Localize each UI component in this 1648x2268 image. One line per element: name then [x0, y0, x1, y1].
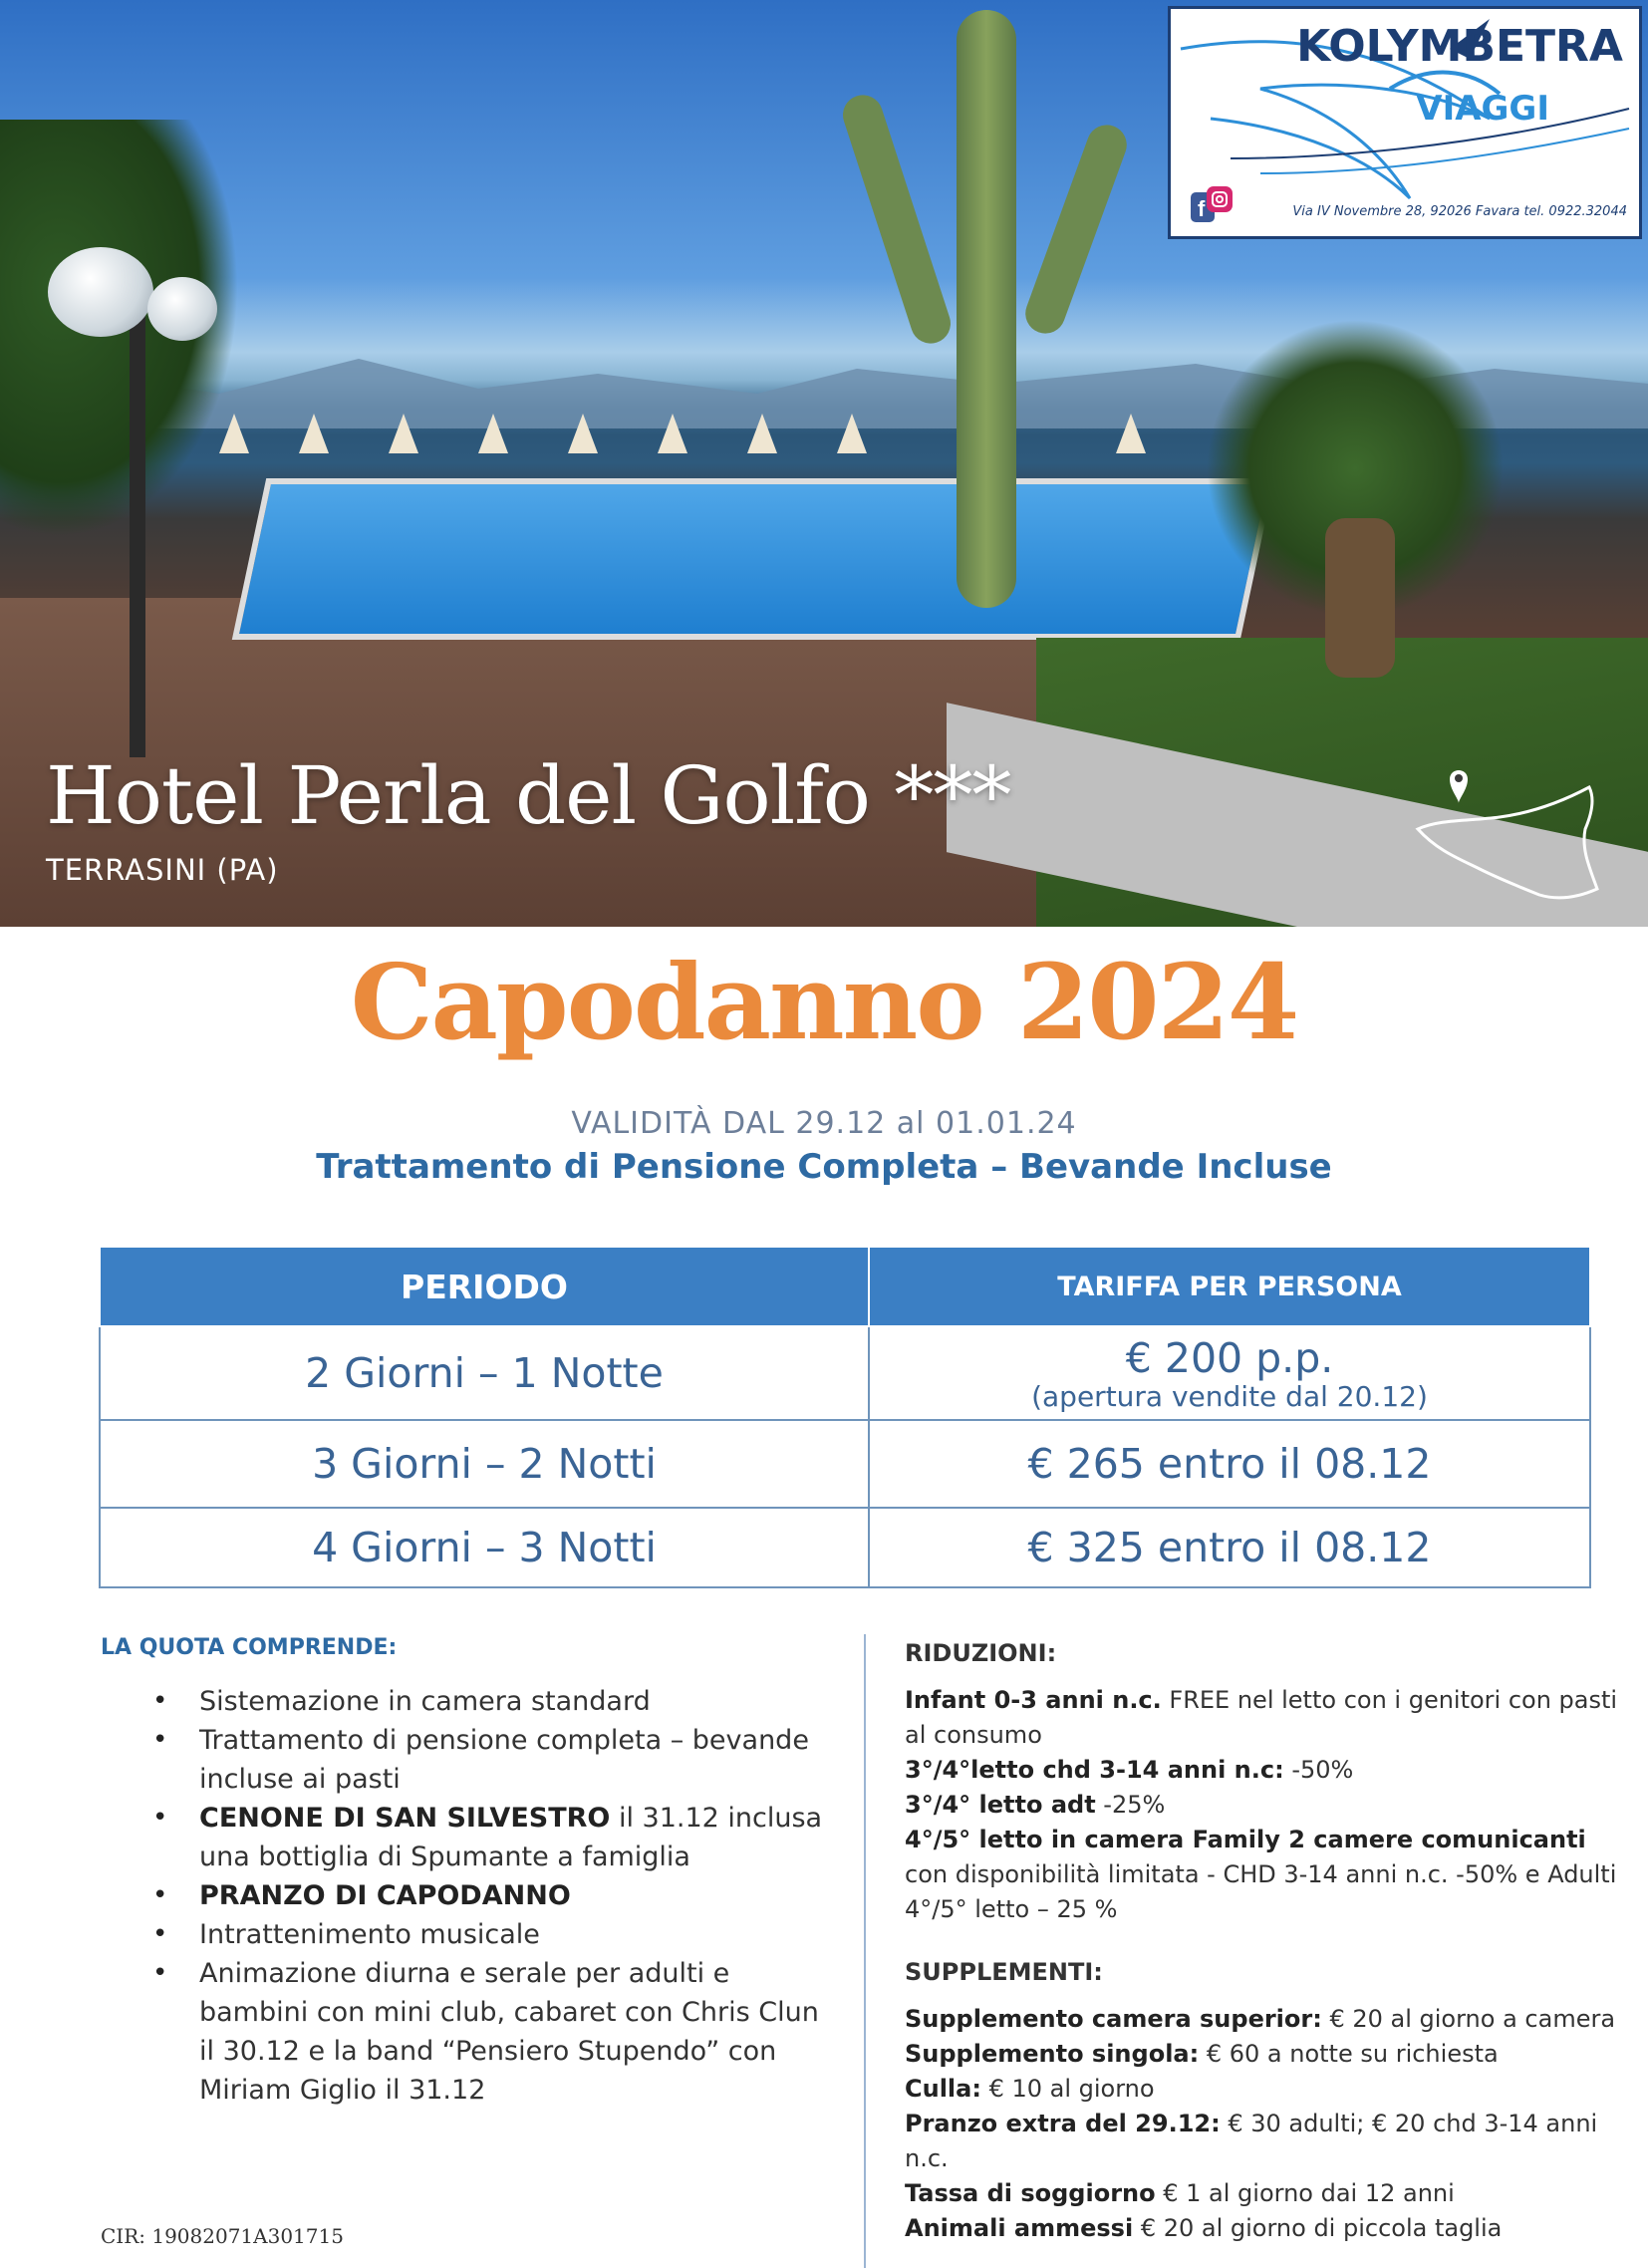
item-text: € 60 a notte su richiesta [1199, 2040, 1499, 2068]
rate-value: € 200 p.p. [1125, 1334, 1334, 1382]
item-bold: 3°/4° letto adt [905, 1791, 1096, 1819]
item-bold: 4°/5° letto in camera Family 2 camere comunicanti [905, 1826, 1586, 1853]
street-lamp [130, 299, 145, 757]
list-item [199, 1876, 828, 1915]
list-item: • Sistemazione in camera standard [199, 1682, 828, 1721]
cactus-branch [1020, 120, 1133, 339]
header-rate: TARIFFA PER PERSONA [869, 1247, 1590, 1326]
agency-name: KOLYMBETRA [1296, 21, 1623, 72]
item-text: € 10 al giorno [980, 2075, 1155, 2103]
supplement-item [905, 2176, 1622, 2211]
agency-logo [1168, 6, 1642, 239]
rate-note: (apertura vendite dal 20.12) [1031, 1380, 1428, 1413]
cactus-branch [838, 90, 956, 349]
validity-dates: VALIDITÀ DAL 29.12 al 01.01.24 [571, 1106, 1077, 1141]
reduction-item [905, 1753, 1622, 1788]
item-text: € 20 al giorno di piccola taglia [1133, 2214, 1503, 2242]
list-item: • Intrattenimento musicale [199, 1915, 828, 1954]
item-bold: Tassa di soggiorno [905, 2179, 1156, 2207]
rate-cell: € 265 entro il 08.12 [869, 1420, 1590, 1508]
lamp-globe [48, 247, 153, 337]
item-text: € 30 adulti; € 20 chd 3-14 anni n.c. [905, 2110, 1598, 2172]
list-item: • Trattamento di pensione completa – bevande incluse ai pasti [199, 1721, 828, 1799]
page-title: Capodanno 2024 [350, 941, 1298, 1063]
lamp-globe [147, 277, 217, 341]
sicily-map-icon [1410, 759, 1609, 919]
item-text: -50% [1283, 1756, 1354, 1784]
instagram-icon [1207, 186, 1233, 212]
item-bold: CENONE DI SAN SILVESTRO [199, 1803, 611, 1834]
includes-list [101, 1682, 828, 2110]
reduction-item [905, 1683, 1622, 1753]
reductions-title: RIDUZIONI: [905, 1639, 1057, 1667]
includes-title: LA QUOTA COMPRENDE: [101, 1635, 398, 1660]
table-row [100, 1508, 1590, 1587]
supplements-title: SUPPLEMENTI: [905, 1958, 1103, 1986]
social-icons [1191, 184, 1235, 228]
item-bold: Supplemento camera superior: [905, 2005, 1322, 2033]
cactus-plant [957, 10, 1016, 608]
list-item: • Animazione diurna e serale per adulti e bambini con mini club, cabaret con Chris Clun il 30.12 e la band “Pensiero Stupendo” con Miriam Giglio il 31.12 [199, 1954, 828, 2110]
item-text: con disponibilità limitata - CHD 3-14 anni n.c. -50% e Adulti 4°/5° letto – 25 % [905, 1860, 1617, 1923]
hotel-location: TERRASINI (PA) [46, 853, 279, 887]
palm-trunk [1325, 518, 1395, 678]
agency-subtitle: VIAGGI [1416, 89, 1549, 129]
svg-text:f: f [1198, 196, 1206, 221]
rate-cell: € 325 entro il 08.12 [869, 1508, 1590, 1587]
includes-section [101, 1635, 828, 2110]
reduction-item [905, 1823, 1622, 1927]
item-bold: Supplemento singola: [905, 2040, 1200, 2068]
list-item [199, 1799, 828, 1876]
supplement-item [905, 2072, 1622, 2107]
period-cell: 4 Giorni – 3 Notti [100, 1508, 869, 1587]
supplement-item [905, 2002, 1622, 2037]
supplement-item [905, 2037, 1622, 2072]
treatment-subtitle: Trattamento di Pensione Completa – Bevande Incluse [316, 1147, 1332, 1187]
item-text: il 31.12 inclusa una bottiglia di Spumante a famiglia [199, 1803, 823, 1872]
table-row [100, 1420, 1590, 1508]
column-divider [864, 1634, 866, 2268]
hotel-name: Hotel Perla del Golfo *** [46, 749, 1011, 842]
rate-cell [869, 1326, 1590, 1420]
item-text: € 20 al giorno a camera [1321, 2005, 1616, 2033]
supplement-item [905, 2107, 1622, 2176]
item-bold: Infant 0-3 anni n.c. [905, 1686, 1162, 1714]
swimming-pool [232, 478, 1274, 640]
item-bold: Culla: [905, 2075, 981, 2103]
cir-code: CIR: 19082071A301715 [101, 2224, 344, 2248]
table-row [100, 1326, 1590, 1420]
agency-address: Via IV Novembre 28, 92026 Favara tel. 0922.32044 [1292, 204, 1627, 219]
item-bold: 3°/4°letto chd 3-14 anni n.c: [905, 1756, 1284, 1784]
reductions-supplements-section [905, 1636, 1622, 2246]
supplement-item [905, 2211, 1622, 2246]
item-text: -25% [1095, 1791, 1166, 1819]
period-cell: 2 Giorni – 1 Notte [100, 1326, 869, 1420]
item-text: FREE nel letto con i genitori con pasti al consumo [905, 1686, 1618, 1749]
table-header-row [100, 1247, 1590, 1326]
header-period: PERIODO [100, 1247, 869, 1326]
item-bold: Pranzo extra del 29.12: [905, 2110, 1221, 2137]
item-bold: Animali ammessi [905, 2214, 1134, 2242]
item-bold: PRANZO DI CAPODANNO [199, 1880, 571, 1911]
period-cell: 3 Giorni – 2 Notti [100, 1420, 869, 1508]
item-text: € 1 al giorno dai 12 anni [1155, 2179, 1455, 2207]
reduction-item [905, 1788, 1622, 1823]
rates-table [99, 1246, 1591, 1588]
